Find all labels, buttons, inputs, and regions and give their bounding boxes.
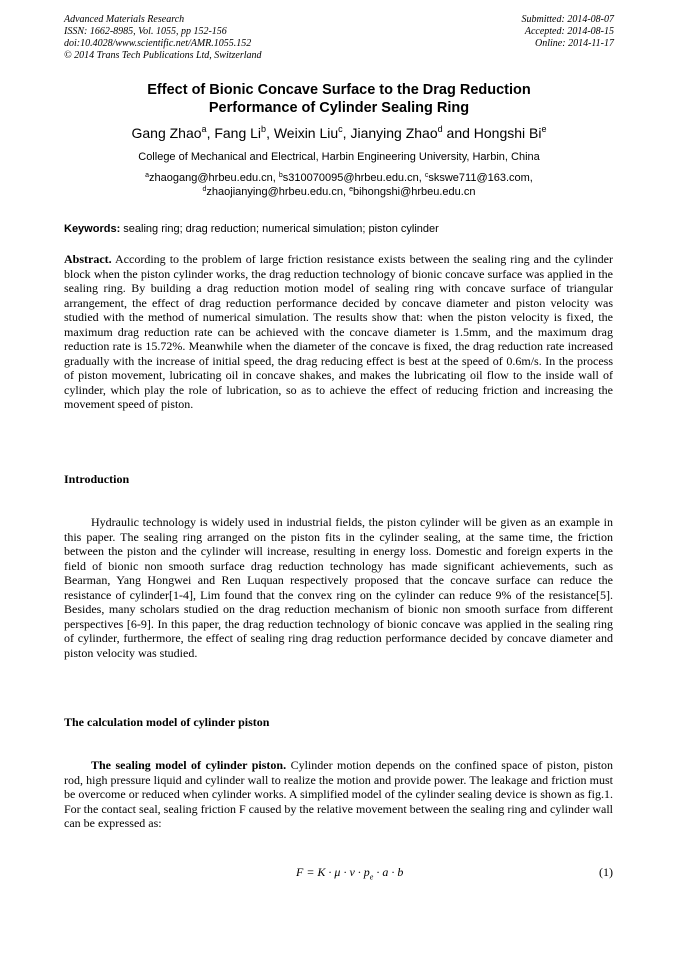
equation-lhs: F = K · μ · v · p <box>296 865 370 879</box>
abstract-text: According to the problem of large friction resistance exists between the sealing ring and the cylinder block when the piston cylinder works, the drag reduction technology of bionic concave surface was applied in the sealing ring. By building a drag reduction motion model of sealing ring with concave surface of triangular arrangement, the effect of drag reduction performance decided by concave diameter and piston velocity was studied with the method of numerical simulation. The results show that: when the piston velocity is fixed, the maximum drag reduction rate can be achieved with the concave diameter is 1.5mm, and the maximum drag reduction rate is 15.72%. Meanwhile when the diameter of the concave is fixed, the drag reduction rate increased gradually with the increase of initial speed, the drag reducing effect is best at the speed of 0.6m/s. In the process of piston movement, lubricating oil in concave shakes, and makes the lubricating oil flow to the inside wall of cylinder, which play the role of lubrication, so as to achieve the effect of reducing friction and increasing the movement speed of piston. <box>64 252 613 411</box>
email-address: s310070095@hrbeu.edu.cn, <box>282 172 425 184</box>
equation-rhs: · a · b <box>373 865 404 879</box>
sealing-model-text: Cylinder motion depends on the confined space of piston, piston rod, high pressure liquid and cylinder wall to realize the motion and provide power. The leakage and friction must be overcome or reduced when cylinder works. A simplified model of the cylinder sealing device is shown as fig.1. For the contact seal, sealing friction F caused by the relative movement between the sealing ring and cylinder wall can be expressed as: <box>64 758 614 830</box>
sealing-model-paragraph <box>64 758 613 831</box>
accepted-date: Accepted: 2014-08-15 <box>524 26 614 37</box>
email-mark: e <box>349 186 353 193</box>
journal-header-left <box>64 14 262 62</box>
affiliation: College of Mechanical and Electrical, Harbin Engineering University, Harbin, China <box>138 151 540 163</box>
section-heading-calculation-model: The calculation model of cylinder piston <box>64 715 270 729</box>
keywords <box>64 222 614 236</box>
paper-title <box>64 81 614 117</box>
author-name: Jianying Zhao <box>350 125 438 141</box>
journal-doi: doi:10.4028/www.scientific.net/AMR.1055.152 <box>64 38 252 49</box>
email-address: zhaojianying@hrbeu.edu.cn, <box>206 186 350 198</box>
email-address: bihongshi@hrbeu.edu.cn <box>352 186 476 198</box>
author-name: Fang Li <box>214 125 262 141</box>
author-affiliation-mark: a <box>201 124 207 134</box>
email-address: zhaogang@hrbeu.edu.cn, <box>149 172 279 184</box>
author-emails <box>64 171 614 199</box>
title-line-2: Performance of Cylinder Sealing Ring <box>208 100 470 116</box>
email-mark: b <box>278 172 283 179</box>
author-affiliation-mark: d <box>437 124 443 134</box>
author-name: Weixin Liu <box>273 125 339 141</box>
keywords-text: sealing ring; drag reduction; numerical simulation; piston cylinder <box>120 223 439 235</box>
author-separator: , <box>206 125 215 141</box>
equation-formula <box>296 864 403 880</box>
author-separator: and <box>442 125 474 141</box>
submitted-date: Submitted: 2014-08-07 <box>521 14 614 25</box>
equation-subscript: e <box>369 872 374 882</box>
email-address: skswe711@163.com, <box>428 172 533 184</box>
introduction-paragraph: Hydraulic technology is widely used in industrial fields, the piston cylinder will be given as an example in this paper. The sealing ring arranged on the piston fits in the cylinder sealing, at the same time, the friction between the piston and the cylinder will increase, resulting in energy loss. Domestic and foreign experts in the field of bionic non smooth surface drag reduction technology has made significant achievements, such as Bearman, Yang Hongwei and Ren Luquan respectively proposed that the concave surface can reduce the resistance of cylinder[1-4], Lim found that the convex ring on the cylinder can reduce 9% of the resistance[5]. Besides, many scholars studied on the drag reduction mechanism of bionic non smooth surface from different perspectives [6-9]. In this paper, the drag reduction technology of bionic concave was applied in the sealing ring of cylinder, furthermore, the effect of sealing ring drag reduction performance decided by concave diameter and piston velocity was studied. <box>64 515 613 660</box>
author-affiliation-mark: e <box>541 124 547 134</box>
author-name: Hongshi Bi <box>473 125 542 141</box>
journal-header-right <box>522 14 615 50</box>
email-line-2 <box>64 185 614 199</box>
author-separator: , <box>342 125 351 141</box>
author-name: Gang Zhao <box>131 125 202 141</box>
journal-name: Advanced Materials Research <box>64 14 185 25</box>
journal-issn: ISSN: 1662-8985, Vol. 1055, pp 152-156 <box>64 26 227 37</box>
title-line-1: Effect of Bionic Concave Surface to the Drag Reduction <box>147 82 531 98</box>
journal-copyright: © 2014 Trans Tech Publications Ltd, Switzerland <box>64 50 262 61</box>
section-heading-introduction: Introduction <box>64 472 130 486</box>
author-list <box>64 124 614 142</box>
author-affiliation-mark: b <box>261 124 267 134</box>
author-separator: , <box>266 125 274 141</box>
email-mark: a <box>145 172 150 179</box>
equation-number: (1) <box>599 865 613 879</box>
online-date: Online: 2014-11-17 <box>535 38 614 49</box>
abstract <box>64 252 613 412</box>
email-line-1 <box>64 171 614 185</box>
email-mark: c <box>424 172 429 179</box>
subsection-heading-sealing-model: The sealing model of cylinder piston. <box>91 758 287 772</box>
keywords-label: Keywords: <box>64 223 121 235</box>
equation-1 <box>64 864 613 880</box>
abstract-label: Abstract. <box>64 252 112 266</box>
email-mark: d <box>202 186 207 193</box>
author-affiliation-mark: c <box>338 124 343 134</box>
